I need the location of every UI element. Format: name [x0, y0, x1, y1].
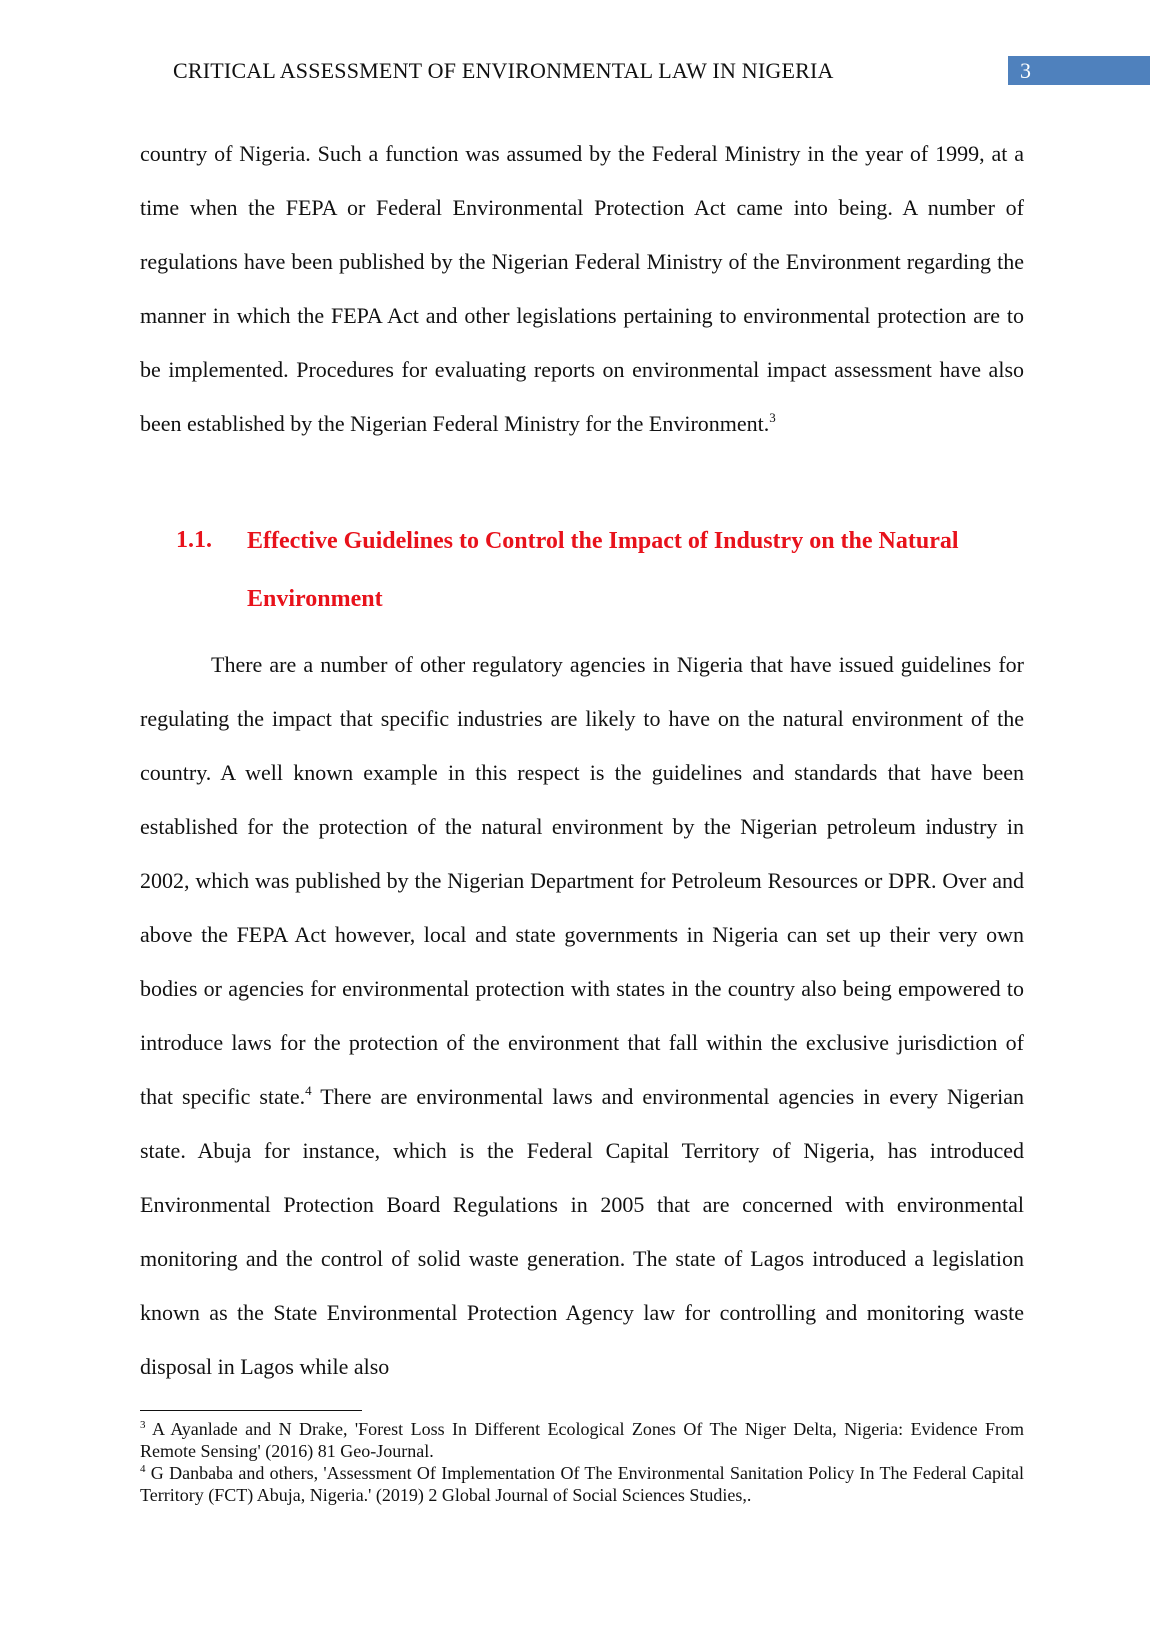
footnote-number: 4: [140, 1463, 146, 1475]
footnote-ref-3[interactable]: 3: [769, 410, 776, 425]
paragraph-2-text-a: There are a number of other regulatory agencies in Nigeria that have issued guidelines for regulating the impact that specific industries are likely to have on the natural environment of the country. A well known example in this respect is the guidelines and standards that have been established for the protection of the natural environment by the Nigerian petroleum industry in 2002, which was published by the Nigerian Department for Petroleum Resources or DPR. Over and above the FEPA Act however, local and state governments in Nigeria can set up their very own bodies or agencies for environmental protection with states in the country also being empowered to introduce laws for the protection of the environment that fall within the exclusive jurisdiction of that specific state.: [140, 652, 1024, 1109]
footnote-number: 3: [140, 1419, 146, 1431]
footnotes: [140, 1418, 1024, 1506]
footnote-text: G Danbaba and others, 'Assessment Of Implementation Of The Environmental Sanitation Policy In The Federal Capital Territory (FCT) Abuja, Nigeria.' (2019) 2 Global Journal of Social Sciences Studies,.: [140, 1463, 1024, 1505]
footnote-ref-4[interactable]: 4: [305, 1083, 312, 1098]
page-number-badge: 3: [1008, 56, 1150, 85]
footnote-separator: [140, 1410, 362, 1411]
paragraph-2: [140, 638, 1024, 1394]
paragraph-1: [140, 127, 1024, 451]
footnote-3: [140, 1418, 1024, 1462]
page-header: [0, 56, 1158, 86]
footnote-4: [140, 1462, 1024, 1506]
footnote-text: A Ayanlade and N Drake, 'Forest Loss In Different Ecological Zones Of The Niger Delta, Nigeria: Evidence From Remote Sensing' (2016) 81 Geo-Journal.: [140, 1419, 1024, 1461]
paragraph-1-text: country of Nigeria. Such a function was assumed by the Federal Ministry in the year of 1999, at a time when the FEPA or Federal Environmental Protection Act came into being. A number of regulations have been published by the Nigerian Federal Ministry of the Environment regarding the manner in which the FEPA Act and other legislations pertaining to environmental protection are to be implemented. Procedures for evaluating reports on environmental impact assessment have also been established by the Nigerian Federal Ministry for the Environment.: [140, 141, 1024, 436]
section-title: Effective Guidelines to Control the Impact of Industry on the Natural Environment: [247, 528, 959, 612]
section-number: 1.1.: [176, 527, 212, 553]
paragraph-2-text-b: There are environmental laws and environmental agencies in every Nigerian state. Abuja for instance, which is the Federal Capital Territory of Nigeria, has introduced Environmental Protection Board Regulations in 2005 that are concerned with environmental monitoring and the control of solid waste generation. The state of Lagos introduced a legislation known as the State Environmental Protection Agency law for controlling and monitoring waste disposal in Lagos while also: [140, 1084, 1024, 1379]
header-title: CRITICAL ASSESSMENT OF ENVIRONMENTAL LAW IN NIGERIA: [173, 58, 834, 83]
